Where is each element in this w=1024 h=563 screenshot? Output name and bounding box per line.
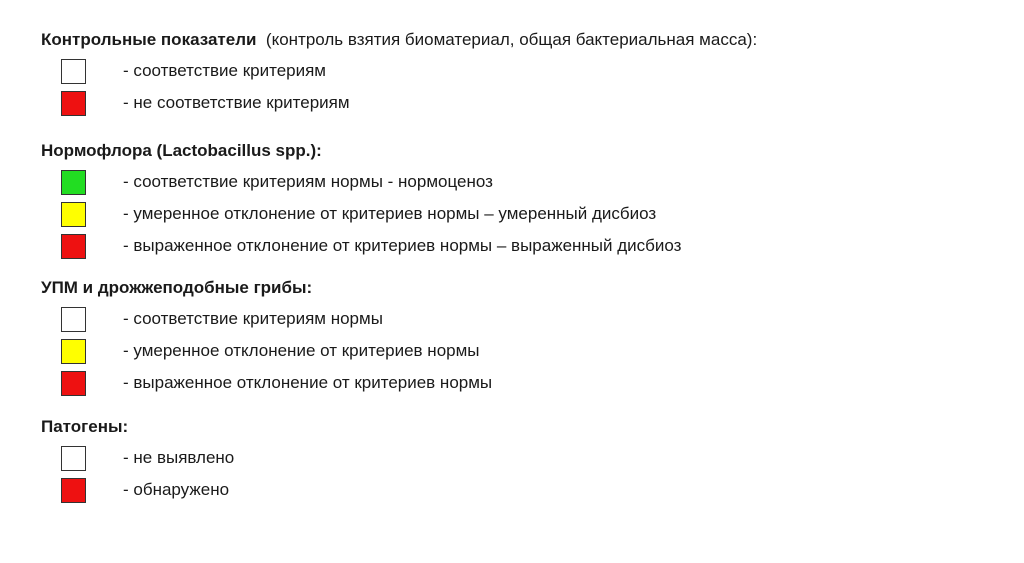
white-swatch-icon	[61, 446, 86, 471]
legend-item	[41, 367, 1001, 399]
legend-item-label: - соответствие критериям	[123, 61, 326, 80]
yellow-swatch-icon	[61, 202, 86, 227]
legend-item	[41, 55, 1001, 87]
legend-item	[41, 198, 1001, 230]
legend-item-label: - выраженное отклонение от критериев нормы – выраженный дисбиоз	[123, 236, 682, 255]
legend-item	[41, 335, 1001, 367]
legend-item-label: - соответствие критериям нормы	[123, 309, 383, 328]
section-control-indicators	[41, 30, 1001, 119]
section-title	[41, 141, 1001, 161]
legend	[41, 30, 1001, 506]
legend-item	[41, 87, 1001, 119]
legend-item-label: - обнаружено	[123, 480, 230, 499]
legend-item	[41, 474, 1001, 506]
legend-item	[41, 303, 1001, 335]
legend-item	[41, 166, 1001, 198]
legend-item-label: - соответствие критериям нормы - нормоценоз	[123, 172, 493, 191]
legend-item-label: - умеренное отклонение от критериев нормы	[123, 341, 480, 360]
white-swatch-icon	[61, 307, 86, 332]
legend-item-label: - умеренное отклонение от критериев нормы – умеренный дисбиоз	[123, 204, 657, 223]
section-title	[41, 417, 1001, 437]
section-subtitle: (контроль взятия биоматериал, общая бактериальная масса):	[265, 30, 758, 49]
legend-item-label: - выраженное отклонение от критериев нормы	[123, 373, 493, 392]
legend-item-label: - не соответствие критериям	[123, 93, 350, 112]
red-swatch-icon	[61, 371, 86, 396]
legend-item	[41, 442, 1001, 474]
white-swatch-icon	[61, 59, 86, 84]
section-title-bold: Нормофлора (Lactobacillus spp.):	[41, 141, 322, 160]
red-swatch-icon	[61, 91, 86, 116]
section-title	[41, 278, 1001, 298]
section-title	[41, 30, 1001, 50]
section-pathogens	[41, 417, 1001, 506]
section-title-bold: Контрольные показатели	[41, 30, 257, 49]
section-normoflora	[41, 141, 1001, 262]
section-title-bold: УПМ и дрожжеподобные грибы:	[41, 278, 313, 297]
legend-item	[41, 230, 1001, 262]
legend-item-label: - не выявлено	[123, 448, 235, 467]
section-title-bold: Патогены:	[41, 417, 129, 436]
red-swatch-icon	[61, 478, 86, 503]
section-upm-yeasts	[41, 278, 1001, 399]
red-swatch-icon	[61, 234, 86, 259]
green-swatch-icon	[61, 170, 86, 195]
yellow-swatch-icon	[61, 339, 86, 364]
